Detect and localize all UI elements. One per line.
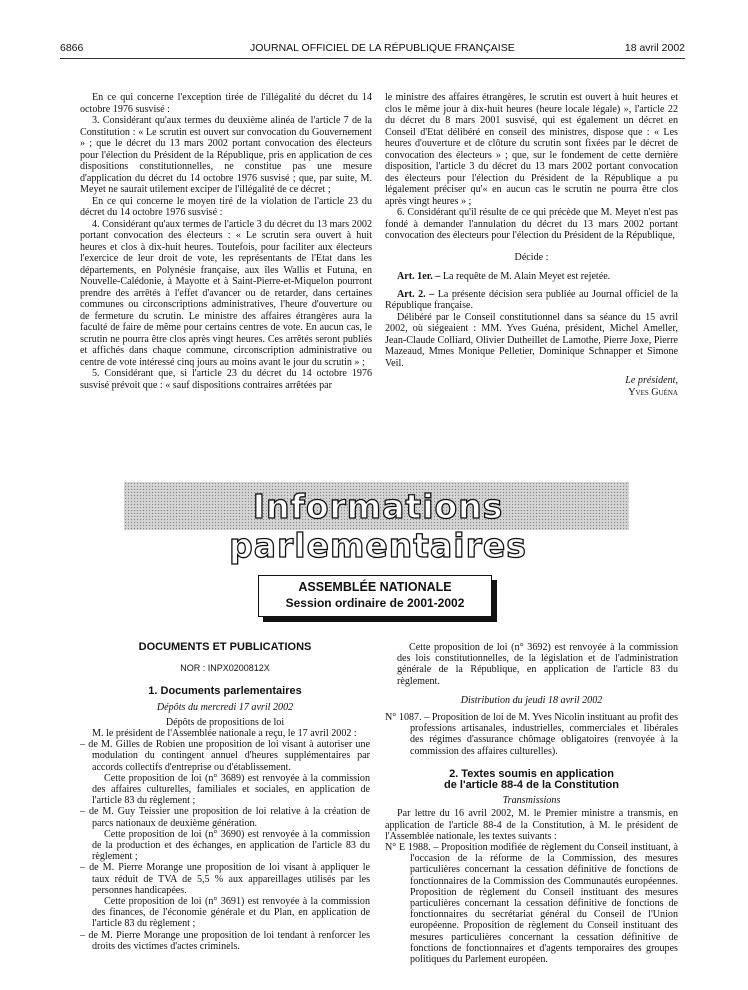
- issue-date: 18 avril 2002: [624, 42, 685, 54]
- documents-column-right: [385, 642, 678, 965]
- transmissions-heading: Transmissions: [502, 795, 561, 807]
- list-item-note: Cette proposition de loi (n° 3689) est renvoyée à la commission des affaires culturelles, familiales et sociales, en application de l'article 83 du règlement ;: [92, 772, 370, 807]
- signature-name: Yves Guéna: [628, 386, 678, 398]
- article-label: Art. 2. –: [397, 288, 435, 300]
- signature-title: Le président,: [625, 375, 678, 386]
- section-heading: 1. Documents parlementaires: [148, 685, 302, 698]
- journal-title: JOURNAL OFFICIEL DE LA RÉPUBLIQUE FRANÇAISE: [250, 42, 515, 54]
- documents-heading: DOCUMENTS ET PUBLICATIONS: [138, 641, 312, 653]
- documents-column-left: [80, 642, 370, 952]
- article-1: [385, 271, 678, 283]
- decide-line: Décide :: [514, 251, 549, 263]
- section-banner-title: Informations parlementaires: [229, 487, 527, 565]
- decision-column-left: [80, 92, 372, 391]
- numbered-item: N° 1087. – Proposition de loi de M. Yves Nicolin instituant au profit des professions artisanales, industrielles, commerciales et libérales des régimes d'assurance chômage obligatoires (renvoyée à la commission des affaires culturelles).: [385, 712, 678, 757]
- list-item: – de M. Pierre Morange une proposition de loi visant à appliquer le taux réduit de TVA de 5,5 % aux appareillages utilisés par les personnes handicapées.: [80, 862, 370, 896]
- list-item: – de M. Guy Teissier une proposition de loi relative à la création de parcs nationaux de deuxième génération.: [80, 806, 370, 829]
- paragraph: 3. Considérant qu'aux termes du deuxième alinéa de l'article 7 de la Constitution : « Le scrutin est ouvert sur convocation du Gouvernement » ; que le décret du 13 mars 2002 portant convocation des électeurs pour l'élection du Président de la République, pris en application de ces dispositions constitutionnelles, ne constitue pas une mesure d'application du décret du 14 octobre 1976 susvisé ; que, par suite, M. Meyet ne saurait utilement exciper de l'illégalité de ce décret ;: [80, 115, 372, 195]
- assembly-name: ASSEMBLÉE NATIONALE: [298, 580, 452, 594]
- page-header: [60, 42, 685, 56]
- numbered-item: N° E 1988. – Proposition modifiée de règlement du Conseil instituant, à l'occasion de la réforme de la Commission, des mesures particulières concernant la cessation définitive de fonctions de fonctionnaires de la Commission des Communautés européennes. Proposition de règlement du Conseil instituant des mesures particulières concernant la cessation définitive de fonctions de fonctionnaires du secrétariat général du Conseil de l'Union européenne. Proposition de règlement du Conseil instituant des mesures particulières concernant la cessation définitive de fonctions de fonctionnaires et d'agents temporaires des groupes politiques du Parlement européen.: [385, 842, 678, 966]
- session-name: Session ordinaire de 2001-2002: [285, 596, 465, 610]
- paragraph: En ce qui concerne l'exception tirée de l'illégalité du décret du 14 octobre 1976 susvisé :: [80, 92, 372, 115]
- paragraph: 4. Considérant qu'aux termes de l'article 3 du décret du 13 mars 2002 portant convocation des électeurs : « Le scrutin sera ouvert à huit heures et clos à dix-huit heures. Toutefois, pour faciliter aux électeurs l'exercice de leur droit de vote, les représentants de l'Etat dans les départements, en Polynésie française, aux îles Wallis et Futuna, en Nouvelle-Calédonie, à Mayotte et à Saint-Pierre-et-Miquelon pourront prendre des arrêtés à l'effet d'avancer ou de retarder, dans certaines communes ou circonscriptions administratives, l'heure d'ouverture ou de fermeture du scrutin. Le ministre des affaires étrangères aura la faculté de faire de même pour certains centres de vote. En aucun cas, le scrutin ne pourra être clos après vingt heures. Ces arrêtés seront publiés et affichés dans chaque commune, circonscription administrative ou centre de vote intéressé cinq jours au moins avant le jour du scrutin » ;: [80, 218, 372, 368]
- section-heading-line2: de l'article 88-4 de la Constitution: [444, 779, 619, 792]
- article-text: La présente décision sera publiée au Journal officiel de la République française.: [385, 288, 678, 311]
- header-rule: [60, 58, 685, 59]
- section-heading: 2. Textes soumis en application: [449, 767, 614, 780]
- nor-reference: NOR : INPX0200812X: [180, 663, 270, 674]
- deposit-date: Dépôts du mercredi 17 avril 2002: [156, 701, 294, 713]
- article-2: [385, 289, 678, 312]
- deliberation: Délibéré par le Conseil constitutionnel dans sa séance du 15 avril 2002, où siégeaient : MM. Yves Guéna, président, Michel Ameller, Jean-Claude Colliard, Olivier Dutheillet de Lamothe, Pierre Joxe, Pierre Mazeaud, Mmes Monique Pelletier, Dominique Schnapper et Simone Veil.: [385, 311, 678, 369]
- page-number: 6866: [60, 42, 84, 54]
- article-label: Art. 1er. –: [397, 271, 441, 282]
- article-text: La requête de M. Alain Meyet est rejetée.: [442, 271, 611, 282]
- list-item: – de M. Pierre Morange une proposition de loi tendant à renforcer les droits des victimes d'actes criminels.: [80, 929, 370, 952]
- paragraph: En ce qui concerne le moyen tiré de la violation de l'article 23 du décret du 14 octobre 1976 susvisé :: [80, 195, 372, 218]
- deposit-subheading: Dépôts de propositions de loi: [165, 716, 285, 728]
- paragraph: le ministre des affaires étrangères, le scrutin est ouvert à huit heures et clos le même jour à dix-huit heures (heure locale légale) », l'article 22 du décret du 8 mars 2001 susvisé, qui est également un décret en Conseil d'Etat délibéré en conseil des ministres, dispose que : « Les heures d'ouverture et de clôture du scrutin sont fixées par le décret de convocation des électeurs » ; que, sur le fondement de cette dernière disposition, l'article 3 du décret du 13 mars 2002 portant convocation des électeurs pour l'élection du Président de la République a pu légalement préciser qu'« en aucun cas le scrutin ne pourra être clos après vingt heures » ;: [385, 92, 678, 207]
- list-item: – de M. Gilles de Robien une proposition de loi visant à autoriser une modulation du contingent annuel d'heures supplémentaires par accords collectifs d'entreprise ou d'établissement.: [80, 739, 370, 773]
- assembly-box: [258, 575, 492, 617]
- list-item-note: Cette proposition de loi (n° 3692) est renvoyée à la commission des lois constitutionnelles, de la législation et de l'administration générale de la République, en application de l'article 83 du règlement.: [397, 642, 678, 687]
- list-item-note: Cette proposition de loi (n° 3690) est renvoyée à la commission de la production et des échanges, en application de l'article 83 du règlement ;: [92, 828, 370, 863]
- paragraph: 6. Considérant qu'il résulte de ce qui précède que M. Meyet n'est pas fondé à demander l'annulation du décret du 13 mars 2002 portant convocation des électeurs pour l'élection du Président de la République,: [385, 207, 678, 241]
- intro-line: M. le président de l'Assemblée nationale a reçu, le 17 avril 2002 :: [92, 728, 357, 740]
- paragraph: 5. Considérant que, si l'article 23 du décret du 14 octobre 1976 susvisé prévoit que : « sauf dispositions contraires arrêtées par: [80, 368, 372, 391]
- transmissions-intro: Par lettre du 16 avril 2002, M. le Premier ministre a transmis, en application de l'article 88-4 de la Constitution, à M. le président de l'Assemblée nationale, les textes suivants :: [385, 808, 678, 842]
- decision-column-right: [385, 92, 678, 398]
- list-item-note: Cette proposition de loi (n° 3691) est renvoyée à la commission des finances, de l'économie générale et du Plan, en application de l'article 83 du règlement ;: [92, 896, 370, 930]
- distribution-date: Distribution du jeudi 18 avril 2002: [460, 694, 603, 706]
